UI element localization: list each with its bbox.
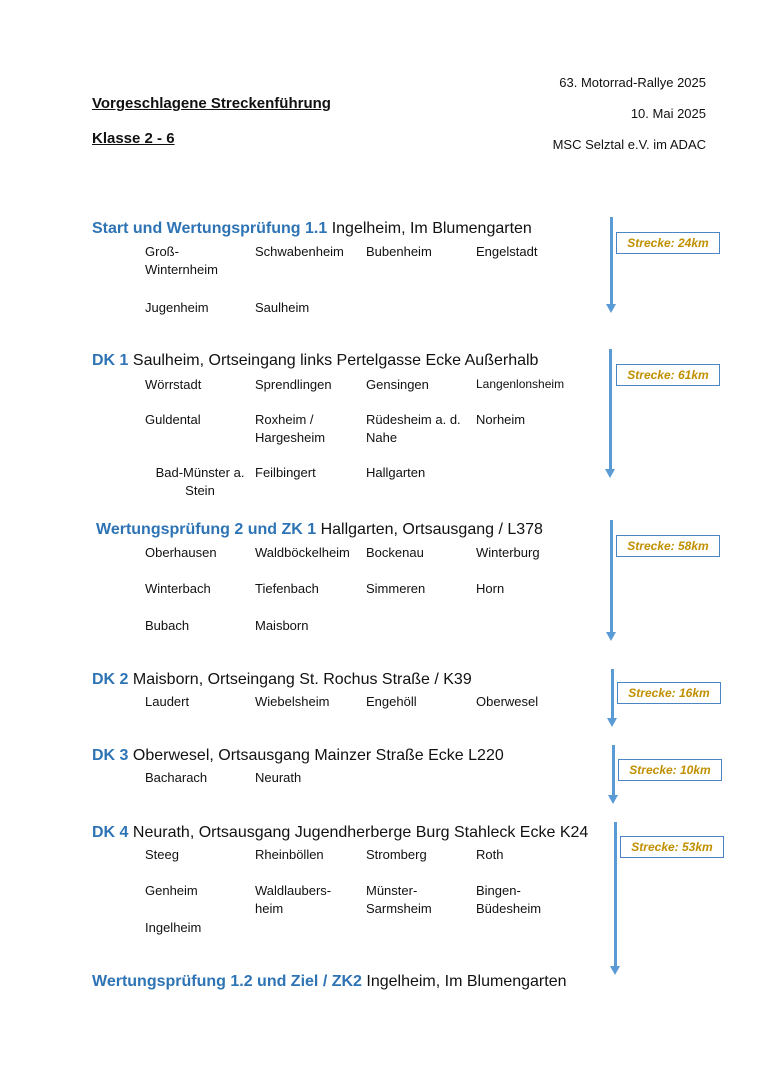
event-date: 10. Mai 2025 [630, 106, 706, 121]
place: Bad-Münster a. Stein [155, 465, 245, 498]
page-title: Vorgeschlagene Streckenführung [92, 95, 331, 112]
event-name: 63. Motorrad-Rallye 2025 [559, 75, 706, 90]
section-heading [92, 671, 472, 689]
section-heading [96, 521, 543, 539]
distance-box: Strecke: 61km [616, 364, 720, 386]
place: Neurath [255, 770, 302, 785]
section-heading [92, 824, 588, 842]
place: Gensingen [366, 377, 429, 392]
place: Guldental [145, 412, 201, 427]
section-key: Wertungsprüfung 1.2 und Ziel / ZK2 [92, 973, 362, 990]
route-arrow [611, 669, 614, 719]
place: Hallgarten [366, 465, 426, 480]
place: Engehöll [366, 694, 417, 709]
club-name: MSC Selztal e.V. im ADAC [552, 137, 706, 152]
route-arrow [610, 217, 613, 305]
place: Horn [476, 581, 505, 596]
section-key: Start und Wertungsprüfung 1.1 [92, 220, 328, 237]
section-heading [92, 747, 504, 765]
section-key: DK 4 [92, 824, 129, 841]
place: Bingen-Büdesheim [476, 883, 542, 916]
route-arrow [610, 520, 613, 633]
section-location: Ingelheim, Im Blumengarten [361, 973, 567, 990]
place: Engelstadt [476, 244, 538, 259]
place: Groß-Winternheim [145, 244, 218, 277]
section-key: Wertungsprüfung 2 und ZK 1 [96, 521, 317, 538]
place: Bubenheim [366, 244, 432, 259]
place: Simmeren [366, 581, 426, 596]
place: Sprendlingen [255, 377, 332, 392]
section-heading [92, 352, 538, 370]
place: Oberhausen [145, 545, 217, 560]
place: Jugenheim [145, 300, 209, 315]
place: Waldlaubers-heim [255, 883, 332, 916]
place: Laudert [145, 694, 190, 709]
section-key: DK 2 [92, 671, 129, 688]
place: Genheim [145, 883, 198, 898]
section-location: Neurath, Ortsausgang Jugendherberge Burg Stahleck Ecke K24 [128, 824, 589, 841]
section-heading [92, 220, 532, 238]
place: Maisborn [255, 618, 309, 633]
place: Bacharach [145, 770, 208, 785]
distance-box: Strecke: 24km [616, 232, 720, 254]
distance-box: Strecke: 10km [618, 759, 722, 781]
section-location: Hallgarten, Ortsausgang / L378 [316, 521, 543, 538]
distance-box: Strecke: 58km [616, 535, 720, 557]
place: Stromberg [366, 847, 427, 862]
place: Bockenau [366, 545, 424, 560]
route-arrow [614, 822, 617, 967]
place: Bubach [145, 618, 190, 633]
distance-box: Strecke: 16km [617, 682, 721, 704]
place: Oberwesel [476, 694, 539, 709]
place: Steeg [145, 847, 179, 862]
class-label: Klasse 2 - 6 [92, 130, 175, 147]
section-location: Oberwesel, Ortsausgang Mainzer Straße Ecke L220 [128, 747, 504, 764]
route-arrow [612, 745, 615, 796]
section-key: DK 3 [92, 747, 129, 764]
place: Feilbingert [255, 465, 316, 480]
place: Langenlonsheim [476, 377, 565, 391]
place: Schwabenheim [255, 244, 344, 259]
section-location: Ingelheim, Im Blumengarten [327, 220, 532, 237]
section-location: Maisborn, Ortseingang St. Rochus Straße / K39 [128, 671, 472, 688]
place: Waldböckelheim [255, 545, 350, 560]
place: Saulheim [255, 300, 310, 315]
section-location: Saulheim, Ortseingang links Pertelgasse Ecke Außerhalb [128, 352, 539, 369]
place: Rüdesheim a. d. Nahe [366, 412, 461, 445]
section-key: DK 1 [92, 352, 129, 369]
section-heading [92, 973, 566, 991]
place: Wörrstadt [145, 377, 202, 392]
place: Ingelheim [145, 920, 202, 935]
place: Rheinböllen [255, 847, 324, 862]
place: Wiebelsheim [255, 694, 330, 709]
place: Winterbach [145, 581, 211, 596]
distance-box: Strecke: 53km [620, 836, 724, 858]
route-arrow [609, 349, 612, 470]
place: Tiefenbach [255, 581, 319, 596]
place: Roxheim / Hargesheim [255, 412, 326, 445]
place: Münster-Sarmsheim [366, 883, 432, 916]
place: Winterburg [476, 545, 540, 560]
place: Norheim [476, 412, 526, 427]
place: Roth [476, 847, 504, 862]
